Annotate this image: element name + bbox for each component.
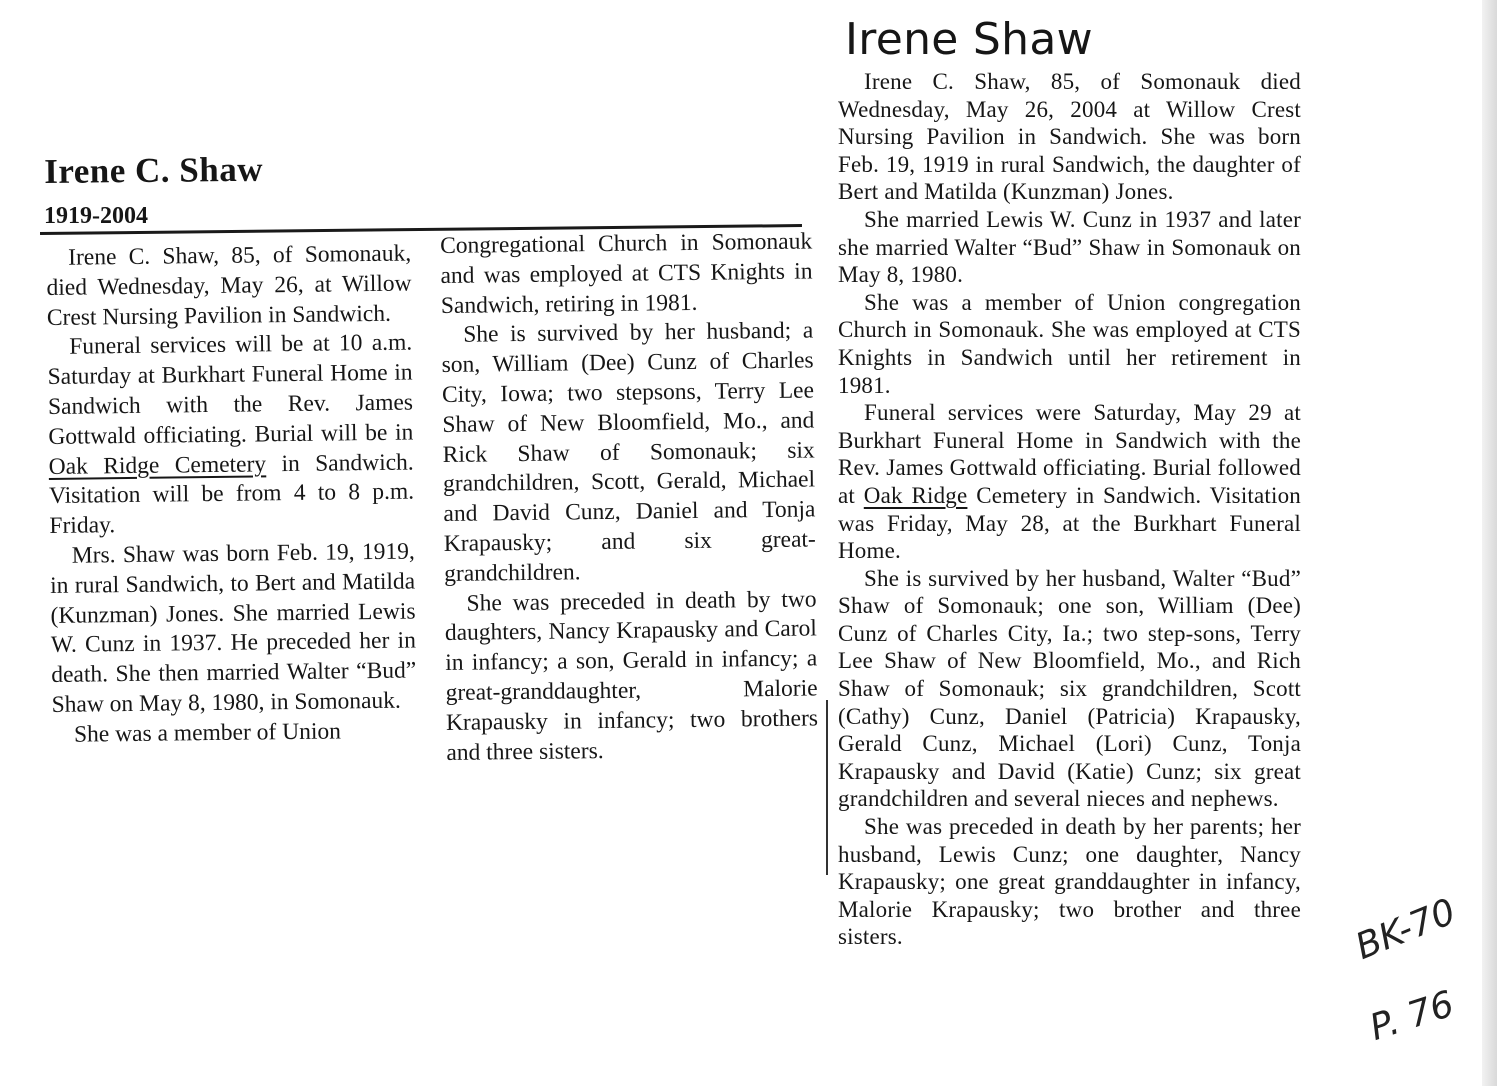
left-col2-paragraph-2: She is survived by her husband; a son, William (Dee) Cunz of Charles City, Iowa; two stepsons, Terry Lee Shaw of New Bloomfield, Mo., and Rick Shaw of Somonauk; six grandchildren, Scott, Gerald, Michael and David Cunz, Daniel and Tonja Krapausky; and six great-grandchildren. bbox=[441, 317, 816, 587]
left-obituary-title: Irene C. Shaw bbox=[44, 149, 264, 191]
right-paragraph-1: Irene C. Shaw, 85, of Somonauk died Wednesday, May 26, 2004 at Willow Crest Nursing Pavilion in Sandwich. She was born Feb. 19, 1919 in rural Sandwich, the daughter of Bert and Matilda (Kunzman) Jones. bbox=[838, 69, 1301, 205]
right-paragraph-2: She married Lewis W. Cunz in 1937 and later she married Walter “Bud” Shaw in Somonauk on May 8, 1980. bbox=[838, 206, 1301, 288]
left-obituary-dates: 1919-2004 bbox=[44, 203, 148, 229]
left-col1-paragraph-3: Mrs. Shaw was born Feb. 19, 1919, in rural Sandwich, to Bert and Matilda (Kunzman) Jones. She married Lewis W. Cunz in 1937. He preceded her in death. She then married Walter “Bud” Shaw on May 8, 1980, in Somonauk. bbox=[50, 538, 417, 718]
right-underlined-cemetery: Oak Ridge bbox=[863, 482, 968, 508]
right-clipping-edge bbox=[826, 700, 828, 875]
right-paragraph-3: She was a member of Union congregation Church in Somonauk. She was employed at CTS Knights in Sandwich until her retirement in 1981. bbox=[838, 289, 1301, 398]
left-funeral-text: Funeral services will be at 10 a.m. Saturday at Burkhart Funeral Home in Sandwich with the Rev. James Gottwald officiating. Burial will be in bbox=[47, 329, 414, 450]
left-col1-paragraph-2 bbox=[47, 329, 415, 542]
left-col2-paragraph-3: She was preceded in death by two daughters, Nancy Krapausky and Carol in infancy; a son, Gerald in infancy; a great-granddaughter, Malorie Krapausky in infancy; two brothers and three sisters. bbox=[444, 585, 819, 766]
right-obituary-body bbox=[838, 68, 1301, 951]
right-funeral-text: Funeral services were Saturday, May 29 at Burkhart Funeral Home in Sandwich with the Rev. James Gottwald officiating. Burial followed at bbox=[838, 400, 1301, 508]
scan-edge bbox=[1482, 0, 1497, 1086]
left-obituary-column-1 bbox=[46, 240, 417, 751]
right-obituary-title: Irene Shaw bbox=[845, 14, 1093, 65]
left-underlined-cemetery: Oak Ridge Cemetery bbox=[48, 450, 267, 480]
right-visitation-text: Cemetery in Sandwich. Visitation was Friday, May 28, at the Burkhart Funeral Home. bbox=[838, 482, 1302, 564]
left-visitation-text: in Sandwich. Visitation will be from 4 to 8 p.m. Friday. bbox=[48, 449, 415, 540]
right-paragraph-6: She was preceded in death by her parents; her husband, Lewis Cunz; one daughter, Nancy Krapausky; one great granddaughter in infancy, Malorie Krapausky; two brother and three sisters. bbox=[838, 814, 1301, 950]
right-paragraph-5: She is survived by her husband, Walter “Bud” Shaw of Somonauk; one son, William (Dee) Cunz of Charles City, Ia.; two step-sons, Terry Lee Shaw of New Bloomfield, Mo., and Rich Shaw of Somonauk; six grandchildren, Scott (Cathy) Cunz, Daniel (Patricia) Krapausky, Gerald Cunz, Michael (Lori) Cunz, Tonja Krapausky and David (Katie) Cunz; six great grandchildren and several nieces and nephews. bbox=[838, 565, 1301, 812]
left-col1-paragraph-4: She was a member of Union bbox=[73, 718, 342, 748]
left-col2-paragraph-1: Congregational Church in Somonauk and was employed at CTS Knights in Sandwich, retiring in 1981. bbox=[440, 228, 813, 319]
left-col1-paragraph-1: Irene C. Shaw, 85, of Somonauk, died Wednesday, May 26, at Willow Crest Nursing Pavilion in Sandwich. bbox=[46, 240, 412, 331]
handwritten-page-ref: P. 76 bbox=[1365, 983, 1459, 1049]
left-obituary-column-2 bbox=[440, 227, 819, 768]
handwritten-ref-code: BK-70 bbox=[1350, 891, 1462, 969]
right-paragraph-4 bbox=[838, 399, 1301, 565]
